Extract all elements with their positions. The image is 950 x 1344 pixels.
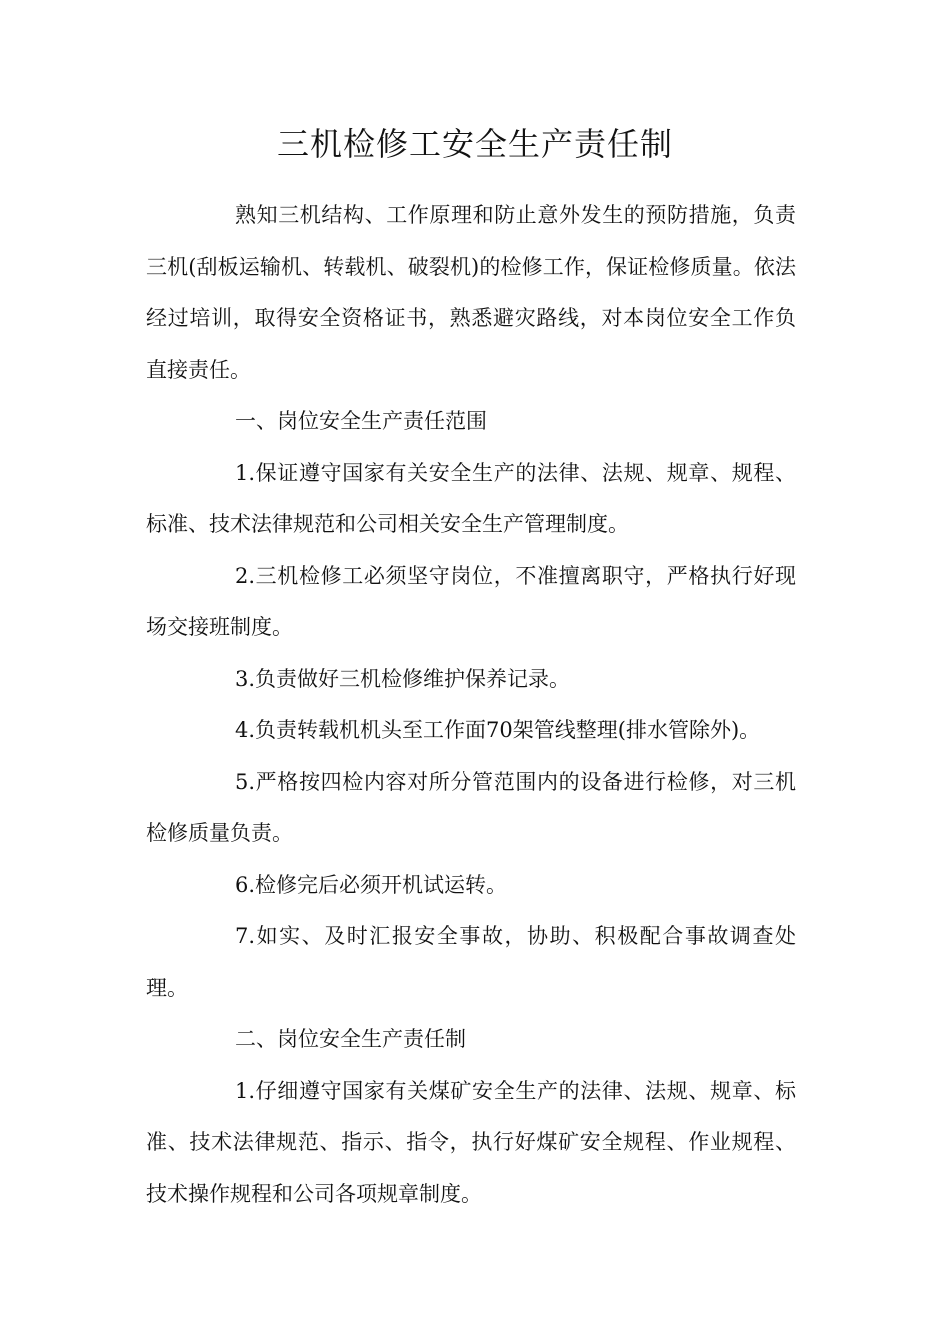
intro-paragraph: 熟知三机结构、工作原理和防止意外发生的预防措施，负责三机(刮板运输机、转载机、破裂机)的检修工作，保证检修质量。依法经过培训，取得安全资格证书，熟悉避灾路线，对本岗位安全工作负直接责任。 <box>146 203 796 382</box>
scope-item-5: 5.严格按四检内容对所分管范围内的设备进行检修，对三机检修质量负责。 <box>146 769 796 845</box>
scope-item-3: 3.负责做好三机检修维护保养记录。 <box>235 666 571 691</box>
scope-item-7: 7.如实、及时汇报安全事故，协助、积极配合事故调查处理。 <box>146 924 796 1000</box>
document-title: 三机检修工安全生产责任制 <box>276 125 673 163</box>
section-heading-scope: 一、岗位安全生产责任范围 <box>235 409 487 433</box>
section-heading-responsibility: 二、岗位安全生产责任制 <box>235 1027 466 1051</box>
scope-item-1: 1.保证遵守国家有关安全生产的法律、法规、规章、规程、标准、技术法律规范和公司相关安全生产管理制度。 <box>146 460 796 536</box>
document-body <box>146 190 796 1220</box>
scope-item-2: 2.三机检修工必须坚守岗位，不准擅离职守，严格执行好现场交接班制度。 <box>146 563 796 639</box>
responsibility-item-1: 1.仔细遵守国家有关煤矿安全生产的法律、法规、规章、标准、技术法律规范、指示、指令，执行好煤矿安全规程、作业规程、技术操作规程和公司各项规章制度。 <box>146 1078 796 1206</box>
scope-item-6: 6.检修完后必须开机试运转。 <box>235 872 508 897</box>
scope-item-4: 4.负责转载机机头至工作面70架管线整理(排水管除外)。 <box>235 718 761 742</box>
